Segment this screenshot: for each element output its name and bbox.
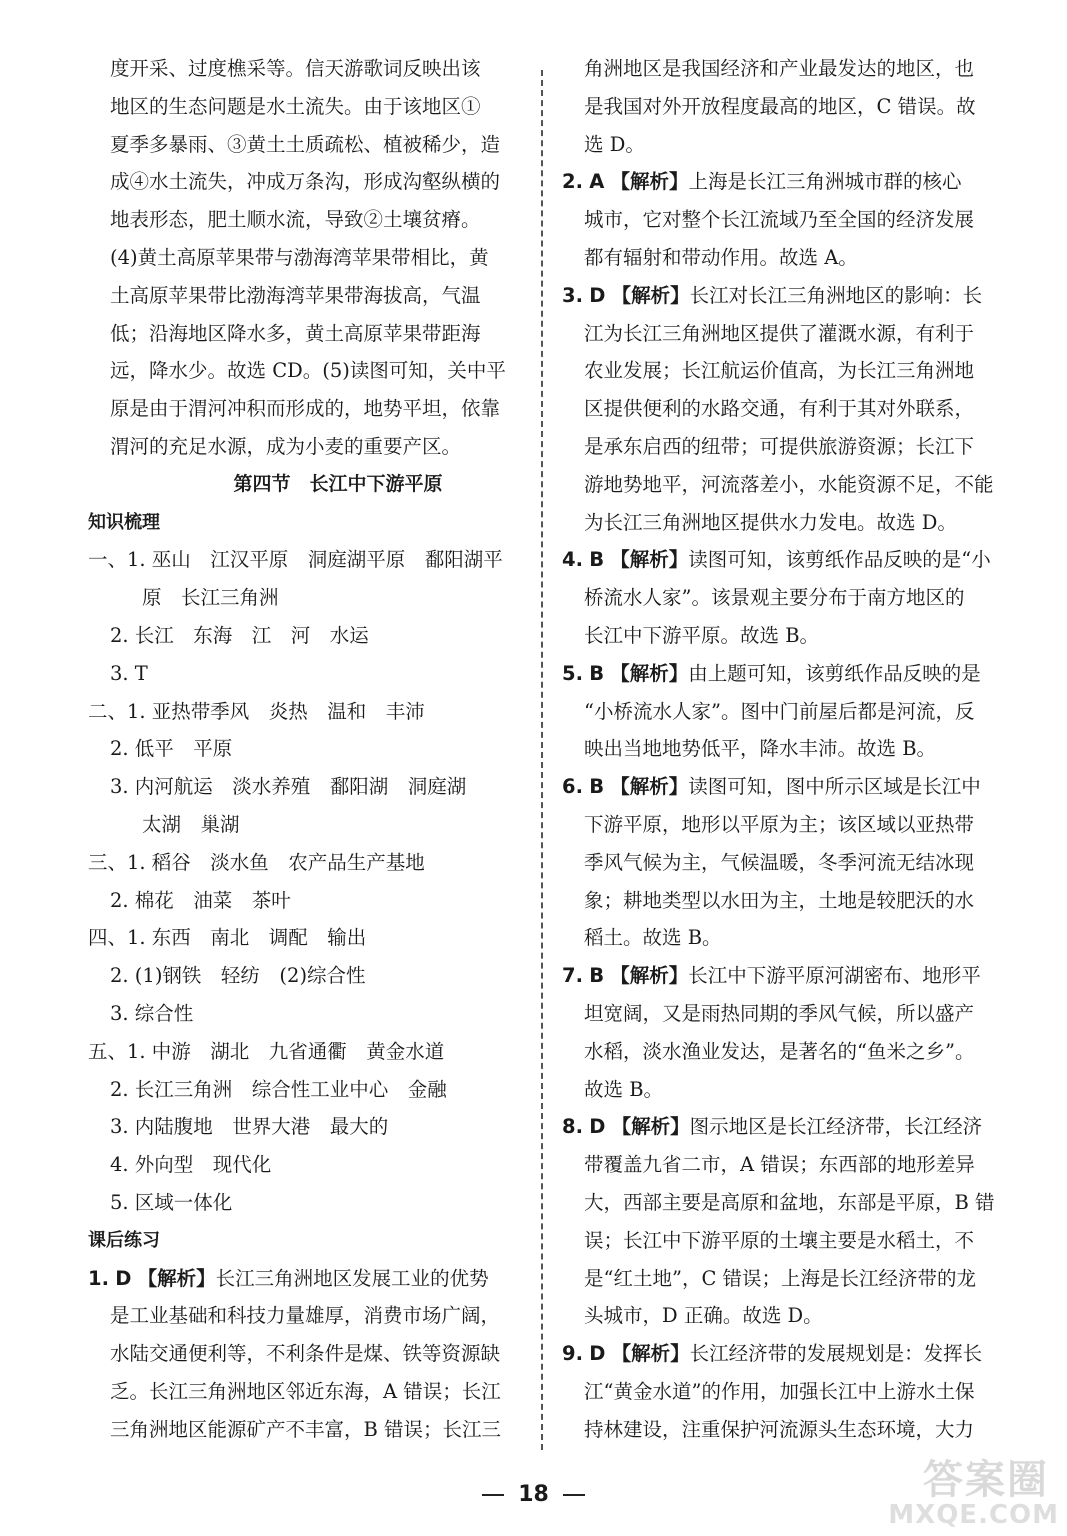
question-line: 都有辐射和带动作用。故选 A。	[584, 245, 858, 269]
question-tag: 【解析】	[610, 964, 689, 988]
question-1-tag: 【解析】	[137, 1266, 216, 1290]
question-ans: D	[589, 283, 606, 307]
practice-title: 课后练习	[88, 1229, 160, 1251]
question-line: 持林建设，注重保护河流源头生态环境，大力	[584, 1417, 975, 1441]
knowledge-line: 2. 低平 平原	[110, 737, 233, 761]
question-tag: 【解析】	[611, 283, 690, 307]
watermark-logo	[849, 1448, 1059, 1530]
question-8	[562, 1108, 1002, 1335]
knowledge-line: 太湖 巢湖	[142, 812, 240, 836]
knowledge-line: 3. 内陆腹地 世界大港 最大的	[110, 1115, 389, 1139]
question-num: 7.	[562, 964, 583, 988]
question-line: 为长江三角洲地区提供水力发电。故选 D。	[584, 510, 957, 534]
question-tag: 【解析】	[611, 1342, 690, 1366]
question-first: 由上题可知，该剪纸作品反映的是	[688, 661, 981, 685]
question-first-line	[562, 768, 1002, 806]
question-first: 长江中下游平原河湖密布、地形平	[688, 964, 981, 988]
question-4	[562, 541, 1002, 654]
question-num: 3.	[562, 283, 583, 307]
question-first-line	[562, 277, 1002, 315]
question-line: 象；耕地类型以水田为主，土地是较肥沃的水	[584, 888, 975, 912]
question-tag: 【解析】	[610, 548, 689, 572]
intro-line: 原是由于渭河冲积而形成的，地势平坦，依靠	[110, 397, 501, 421]
question-line: 区提供便利的水路交通，有利于其对外联系，	[584, 397, 975, 421]
intro-line: 地表形态，肥土顺水流，导致②土壤贫瘠。	[110, 208, 481, 232]
continued-line: 选 D。	[584, 132, 645, 156]
question-tag: 【解析】	[611, 1115, 690, 1139]
question-first-line	[562, 1335, 1002, 1373]
question-list	[562, 163, 1002, 1448]
question-line: 故选 B。	[584, 1077, 664, 1101]
question-line: 头城市，D 正确。故选 D。	[584, 1304, 823, 1328]
knowledge-line: 二、1. 亚热带季风 炎热 温和 丰沛	[88, 699, 425, 723]
question-ans: B	[589, 661, 605, 685]
intro-line: 度开采、过度樵采等。信天游歌词反映出该	[110, 57, 481, 80]
question-first-line	[562, 957, 1002, 995]
question-line: 映出当地地势低平，降水丰沛。故选 B。	[584, 737, 937, 761]
knowledge-line: 4. 外向型 现代化	[110, 1153, 272, 1177]
question-first: 长江对长江三角洲地区的影响：长	[689, 283, 983, 307]
question-line: 是“红土地”，C 错误；上海是长江经济带的龙	[584, 1266, 977, 1290]
question-1-line: 是工业基础和科技力量雄厚，消费市场广阔，	[110, 1304, 501, 1328]
question-first: 长江经济带的发展规划是：发挥长	[689, 1342, 983, 1366]
question-line: 江为长江三角洲地区提供了灌溉水源，有利于	[584, 321, 975, 345]
right-column	[562, 50, 1002, 1448]
knowledge-line: 3. 内河航运 淡水养殖 鄱阳湖 洞庭湖	[110, 775, 467, 799]
question-2	[562, 163, 1002, 276]
question-line: 下游平原，地形以平原为主；该区域以亚热带	[584, 812, 975, 836]
question-tag: 【解析】	[610, 661, 689, 685]
knowledge-line: 2. 长江 东海 江 河 水运	[110, 623, 369, 647]
page-number: 18	[0, 1482, 1067, 1507]
watermark-bottom: MXQE.COM	[888, 1500, 1059, 1530]
question-num: 4.	[562, 548, 583, 572]
question-num: 8.	[562, 1115, 583, 1139]
question-line: 坦宽阔，又是雨热同期的季风气候，所以盛产	[584, 1001, 975, 1025]
question-num: 5.	[562, 661, 583, 685]
knowledge-title: 知识梳理	[88, 511, 160, 533]
column-divider	[541, 70, 543, 1450]
question-1-first-line	[88, 1260, 528, 1298]
question-1-first: 长江三角洲地区发展工业的优势	[215, 1266, 489, 1290]
knowledge-line: 3. 综合性	[110, 1001, 194, 1025]
question-line: 江“黄金水道”的作用，加强长江中上游水土保	[584, 1379, 975, 1403]
knowledge-line: 3. T	[110, 661, 148, 685]
knowledge-line: 三、1. 稻谷 淡水鱼 农产品生产基地	[88, 850, 425, 874]
question-line: 稻土。故选 B。	[584, 926, 722, 950]
question-1-num: 1.	[88, 1266, 109, 1290]
question-ans: D	[589, 1342, 606, 1366]
question-line: 水稻，淡水渔业发达，是著名的“鱼米之乡”。	[584, 1039, 975, 1063]
question-first-line	[562, 541, 1002, 579]
intro-line: 地区的生态问题是水土流失。由于该地区①	[110, 94, 481, 118]
question-ans: A	[589, 170, 605, 194]
question-line: “小桥流水人家”。图中门前屋后都是河流，反	[584, 699, 975, 723]
question-line: 农业发展；长江航运价值高，为长江三角洲地	[584, 359, 975, 383]
question-tag: 【解析】	[610, 775, 689, 799]
question-ans: B	[589, 964, 605, 988]
knowledge-line: 原 长江三角洲	[142, 586, 279, 610]
question-num: 9.	[562, 1342, 583, 1366]
question-num: 6.	[562, 775, 583, 799]
question-first: 上海是长江三角洲城市群的核心	[688, 170, 962, 194]
continued-answer	[562, 50, 1002, 163]
question-3	[562, 277, 1002, 542]
question-line: 误；长江中下游平原的土壤主要是水稻土，不	[584, 1228, 975, 1252]
intro-line: 低；沿海地区降水多，黄土高原苹果带距海	[110, 321, 481, 345]
question-ans: D	[589, 1115, 606, 1139]
question-first: 图示地区是长江经济带，长江经济	[689, 1115, 983, 1139]
question-7	[562, 957, 1002, 1108]
question-num: 2.	[562, 170, 583, 194]
question-line: 游地势地平，河流落差小，水能资源不足，不能	[584, 472, 994, 496]
knowledge-line: 2. 长江三角洲 综合性工业中心 金融	[110, 1077, 447, 1101]
intro-line: 土高原苹果带比渤海湾苹果带海拔高，气温	[110, 283, 481, 307]
question-9	[562, 1335, 1002, 1448]
question-1-line: 水陆交通便利等，不利条件是煤、铁等资源缺	[110, 1342, 501, 1366]
question-1-line: 乏。长江三角洲地区邻近东海，A 错误；长江	[110, 1379, 501, 1403]
question-line: 季风气候为主，气候温暖，冬季河流无结冰现	[584, 850, 975, 874]
watermark-top: 答案圈	[923, 1457, 1049, 1503]
question-line: 城市，它对整个长江流域乃至全国的经济发展	[584, 208, 975, 232]
knowledge-line: 一、1. 巫山 江汉平原 洞庭湖平原 鄱阳湖平	[88, 548, 503, 572]
intro-line: 夏季多暴雨、③黄土土质疏松、植被稀少，造	[110, 132, 501, 156]
question-line: 桥流水人家”。该景观主要分布于南方地区的	[584, 586, 965, 610]
left-column	[88, 50, 528, 1448]
question-5	[562, 655, 1002, 768]
question-line: 是承东启西的纽带；可提供旅游资源；长江下	[584, 434, 975, 458]
question-first: 读图可知，该剪纸作品反映的是“小	[688, 548, 991, 572]
intro-line: 成④水土流失，冲成万条沟，形成沟壑纵横的	[110, 170, 501, 194]
question-1-line: 三角洲地区能源矿产不丰富，B 错误；长江三	[110, 1417, 502, 1441]
question-tag: 【解析】	[610, 170, 689, 194]
question-ans: B	[589, 775, 605, 799]
intro-line: 渭河的充足水源，成为小麦的重要产区。	[110, 434, 462, 458]
question-1-ans: D	[115, 1266, 132, 1290]
knowledge-line: 四、1. 东西 南北 调配 输出	[88, 926, 367, 950]
question-first: 读图可知，图中所示区域是长江中	[688, 775, 981, 799]
question-1	[88, 1260, 528, 1449]
question-line: 长江中下游平原。故选 B。	[584, 623, 820, 647]
knowledge-line: 5. 区域一体化	[110, 1190, 233, 1214]
question-line: 带覆盖九省二市，A 错误；东西部的地形差异	[584, 1153, 975, 1177]
intro-line: (4)黄土高原苹果带与渤海湾苹果带相比，黄	[110, 245, 489, 269]
knowledge-line: 五、1. 中游 湖北 九省通衢 黄金水道	[88, 1039, 445, 1063]
intro-paragraph	[88, 50, 528, 466]
continued-line: 是我国对外开放程度最高的地区，C 错误。故	[584, 94, 976, 118]
knowledge-line: 2. 棉花 油菜 茶叶	[110, 888, 291, 912]
question-first-line	[562, 655, 1002, 693]
continued-line: 角洲地区是我国经济和产业最发达的地区，也	[584, 57, 975, 80]
question-first-line	[562, 163, 1002, 201]
question-line: 大，西部主要是高原和盆地，东部是平原，B 错	[584, 1190, 995, 1214]
intro-line: 远，降水少。故选 CD。(5)读图可知，关中平	[110, 359, 506, 383]
question-ans: B	[589, 548, 605, 572]
knowledge-line: 2. (1)钢铁 轻纺 (2)综合性	[110, 964, 366, 988]
section-title: 第四节 长江中下游平原	[233, 472, 443, 495]
knowledge-list	[88, 541, 528, 1221]
question-6	[562, 768, 1002, 957]
question-first-line	[562, 1108, 1002, 1146]
